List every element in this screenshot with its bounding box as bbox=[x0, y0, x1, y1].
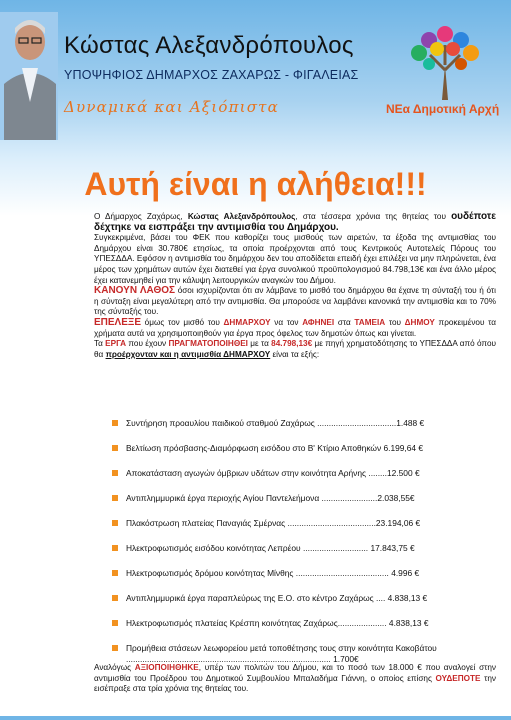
list-item bbox=[112, 543, 492, 568]
text: προκειμένου τα χρήματα αυτά να χρησιμοποιηθούν για έργα προς όφελος των δημοτών όπως και γίνεται. bbox=[94, 317, 496, 338]
candidate-name: Κώστας Αλεξανδρόπουλος bbox=[64, 32, 354, 59]
item-text: Αποκατάσταση αγωγών όμβριων υδάτων στην κοινότητα Αρήνης ........12.500 € bbox=[126, 468, 420, 478]
bullet-icon bbox=[112, 520, 118, 526]
paragraph-mistake bbox=[94, 286, 496, 318]
emphasis: ΑΞΙΟΠΟΙΗΘΗΚΕ bbox=[134, 663, 199, 672]
header bbox=[0, 0, 511, 150]
item-text: Αντιπλημμυρικά έργα παραπλεύρως της Ε.Ο. στο κέντρο Ζαχάρως .... 4.838,13 € bbox=[126, 593, 428, 603]
paragraph-choice bbox=[94, 318, 496, 339]
emphasis: ΤΑΜΕΙΑ bbox=[354, 317, 386, 327]
intro-emphasis: ουδέποτε δέχτηκε να εισπράξει την αντιμισθία του Δημάρχου. bbox=[94, 211, 496, 233]
party-tree-logo bbox=[385, 20, 505, 100]
text: να τον bbox=[270, 317, 303, 327]
mistake-heading: ΚΑΝΟΥΝ ΛΑΘΟΣ bbox=[94, 285, 176, 297]
headline: Αυτή είναι η αλήθεια!!! bbox=[84, 166, 427, 202]
item-text: Συντήρηση προαυλίου παιδικού σταθμού Ζαχάρως ..................................1.488 € bbox=[126, 418, 425, 428]
list-item bbox=[112, 593, 492, 618]
bullet-icon bbox=[112, 470, 118, 476]
list-item bbox=[112, 618, 492, 643]
item-text: Ηλεκτροφωτισμός πλατείας Κρέσπη κοινότητας Ζαχάρως..................... 4.838,13 € bbox=[126, 618, 429, 628]
emphasis: ΔΗΜΑΡΧΟΥ bbox=[223, 317, 271, 327]
text: που έχουν bbox=[126, 339, 169, 349]
bullet-icon bbox=[112, 420, 118, 426]
text: είναι τα εξής: bbox=[270, 349, 320, 359]
text: με τα bbox=[247, 339, 272, 349]
item-text: Βελτίωση πρόσβασης-Διαμόρφωση εισόδου στο Β' Κτίριο Αποθηκών 6.199,64 € bbox=[126, 443, 424, 453]
text: , υπέρ των πολιτών του Δήμου, και το ποσό των 18.000 € που αναλογεί στην αντιμισθία του Προέδρου του Δημοτικού Συμβουλίου Μπαλαδήμα Γιάννη, ο οποίος επίσης bbox=[94, 663, 496, 683]
item-text: Προμήθεια στάσεων λεωφορείου μετά τοποθέτησης τους στην κοινότητα Κακοβάτου ........................................................................................ 1.700€ bbox=[126, 643, 437, 664]
paragraph-intro bbox=[94, 212, 496, 233]
bullet-icon bbox=[112, 545, 118, 551]
list-item bbox=[112, 518, 492, 543]
text: Τα bbox=[94, 339, 106, 349]
party-name: ΝΕα Δημοτική Αρχή bbox=[386, 102, 500, 116]
item-text: Ηλεκτροφωτισμός εισόδου κοινότητας Λεπρέου ............................ 17.843,75 € bbox=[126, 543, 415, 553]
bullet-icon bbox=[112, 495, 118, 501]
works-list bbox=[112, 418, 492, 678]
paragraph-works bbox=[94, 339, 496, 360]
text: στα bbox=[334, 317, 355, 327]
text: Ο Δήμαρχος Ζαχάρως, bbox=[94, 212, 188, 221]
text: όμως τον μισθό του bbox=[141, 317, 224, 327]
item-text: Αντιπλημμυρικά έργα περιοχής Αγίου Παντελεήμονα ........................2.038,55€ bbox=[126, 493, 415, 503]
emphasis: ΠΡΑΓΜΑΤΟΠΟΙΗΘΕΙ bbox=[168, 339, 248, 349]
text: , στα τέσσερα χρόνια της θητείας του bbox=[295, 212, 452, 221]
campaign-slogan: Δυναμικά και Αξιόπιστα bbox=[64, 98, 279, 116]
item-text: Πλακόστρωση πλατείας Παναγιάς Σμέρνας ......................................23.194,06 € bbox=[126, 518, 421, 528]
candidate-photo bbox=[0, 12, 58, 140]
emphasis: 84.798,13€ bbox=[271, 339, 313, 349]
list-item bbox=[112, 568, 492, 593]
choice-heading: ΕΠΕΛΕΞΕ bbox=[94, 316, 142, 328]
body-text bbox=[94, 212, 496, 360]
list-item bbox=[112, 443, 492, 468]
emphasis: ΑΦΗΝΕΙ bbox=[302, 317, 335, 327]
list-item bbox=[112, 468, 492, 493]
bullet-icon bbox=[112, 645, 118, 651]
mayor-name: Κώστας Αλεξανδρόπουλος bbox=[187, 212, 296, 221]
emphasis: ΕΡΓΑ bbox=[105, 339, 127, 349]
bullet-icon bbox=[112, 620, 118, 626]
bullet-icon bbox=[112, 445, 118, 451]
emphasis: ΔΗΜΟΥ bbox=[404, 317, 435, 327]
bullet-icon bbox=[112, 595, 118, 601]
text: όσοι ισχυρίζονται ότι αν λάμβανε το μισθό του δημάρχου θα έχανε τη σύνταξή του ή ότι η σύνταξη είναι μεγαλύτερη από την αντιμισθία. Θα μπορούσε να λαμβάνει κανονικά την αντιμισθία και το 70% της σύνταξής του. bbox=[94, 286, 496, 317]
list-item bbox=[112, 418, 492, 443]
list-item bbox=[112, 493, 492, 518]
text: με πηγή χρηματοδότησης το ΥΠΕΣΔΔΑ από όπου θα bbox=[94, 339, 496, 359]
text: του bbox=[385, 317, 405, 327]
bullet-icon bbox=[112, 570, 118, 576]
item-text: Ηλεκτροφωτισμός δρόμου κοινότητας Μίνθης ........................................ 4.996 € bbox=[126, 568, 420, 578]
underlined-emphasis: προέρχονταν και η αντιμισθία ΔΗΜΑΡΧΟΥ bbox=[105, 349, 271, 359]
candidate-subtitle: ΥΠΟΨΗΦΙΟΣ ΔΗΜΑΡΧΟΣ ΖΑΧΑΡΩΣ - ΦΙΓΑΛΕΙΑΣ bbox=[64, 68, 359, 82]
footer-bar bbox=[0, 716, 511, 720]
emphasis: ΟΥΔΕΠΟΤΕ bbox=[435, 673, 481, 683]
closing-paragraph bbox=[94, 663, 496, 695]
paragraph-details: Συγκεκριμένα, βάσει του ΦΕΚ που καθορίζει τους μισθούς των αιρετών, τα έξοδα της αντιμισθίας του Δημάρχου είναι 30.780€ ετησίως, τα οποία προέρχονται από τους Κεντρικούς Αυτοτελείς Πόρους του ΥΠΕΣΔΔΑ. Εφόσον η αντιμισθία του δημάρχου δεν του αποδίδεται επειδή έχει επιλέξει να μην πληρώνεται, ένα μέρος των χρημάτων αυτών έχει διατεθεί για έργα συνολικού προϋπολογισμού 84.798,13€ και ένα άλλο μέρος έχει κατανεμηθεί για την κάλυψη λειτουργικών αναγκών του Δήμου. bbox=[94, 233, 496, 285]
text: την εισέπραξε στα τρία χρόνια της θητείας του. bbox=[94, 673, 496, 694]
text: Αναλόγως bbox=[94, 663, 135, 672]
